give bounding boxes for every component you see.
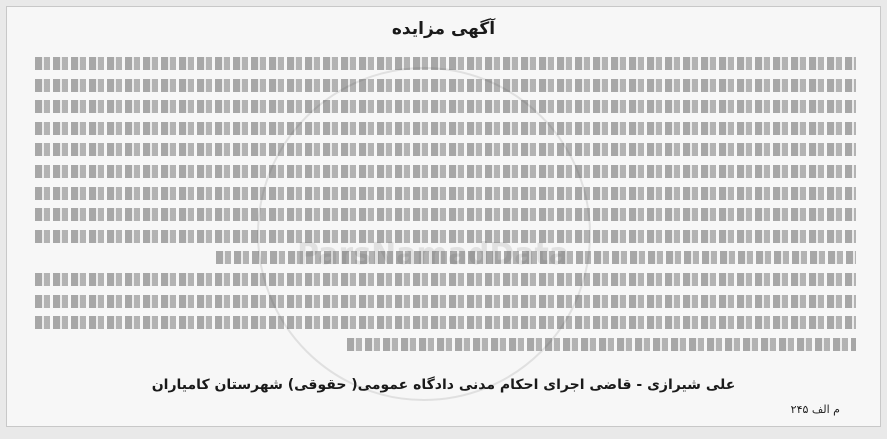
text-line [35,295,856,308]
text-line [35,208,856,221]
text-line [35,165,856,178]
text-line [35,230,856,243]
text-line [35,143,856,156]
text-line [35,273,856,286]
text-line [35,187,856,200]
notice-title: آگهی مزایده [391,19,496,39]
text-line [347,338,856,351]
text-line [35,122,856,135]
text-line [216,251,856,264]
reference-number: م الف ۲۴۵ [790,403,840,416]
text-line [35,57,856,70]
text-line [35,100,856,113]
signature-line: علی شیرازی - قاضی اجرای احکام مدنی دادگاه عمومی( حقوقی) شهرستان کامیاران [151,377,736,393]
notice-sheet [6,6,881,427]
text-line [35,79,856,92]
text-line [35,316,856,329]
notice-body [35,57,856,359]
